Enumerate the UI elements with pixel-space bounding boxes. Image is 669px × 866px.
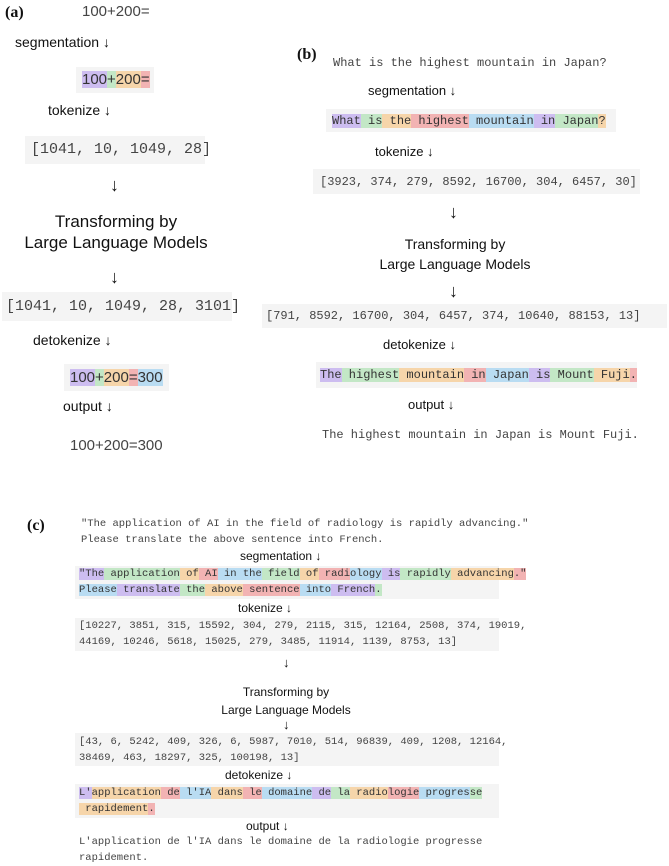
token-highlight: highest <box>411 114 469 128</box>
panel-b-detokenize-step: detokenize ↓ <box>383 337 456 352</box>
panel-a-output-step: output ↓ <box>63 398 113 414</box>
token-highlight: sentence <box>242 583 300 596</box>
token-highlight: rapidly <box>400 568 451 580</box>
token-highlight: radi <box>318 568 351 580</box>
panel-c-output <box>79 835 482 866</box>
detok-line1 <box>79 786 482 802</box>
panel-c-tokenize-step: tokenize ↓ <box>238 601 293 615</box>
token-highlight: . <box>629 368 637 382</box>
token-highlight: rapidement <box>79 802 149 815</box>
token-highlight: + <box>107 71 116 88</box>
token-highlight: Japan <box>485 368 529 382</box>
token-highlight: ? <box>598 114 606 128</box>
llm-line2: Large Language Models <box>24 233 208 252</box>
token-highlight: French <box>331 583 376 596</box>
token-highlight: What <box>332 114 361 128</box>
token-highlight: dans <box>211 787 243 799</box>
token-highlight: above <box>205 583 243 596</box>
token-highlight: = <box>140 71 150 88</box>
panel-c-output-ids <box>79 735 507 766</box>
token-highlight: AI <box>198 568 218 580</box>
panel-c-llm-label <box>186 683 386 719</box>
token-highlight: mountain <box>399 368 465 382</box>
arrow-down-icon: ↓ <box>449 281 458 301</box>
panel-c-segmented-tokens <box>79 567 526 598</box>
token-highlight: in <box>533 114 556 128</box>
segmented-line2 <box>79 583 526 599</box>
panel-b-output-step: output ↓ <box>408 397 455 412</box>
token-highlight: advancing <box>450 568 514 580</box>
token-highlight: the <box>179 583 206 596</box>
token-highlight: the <box>382 114 412 128</box>
token-highlight: progres <box>419 787 470 799</box>
token-highlight: l' <box>179 787 199 799</box>
token-highlight: of <box>179 568 199 580</box>
token-highlight: se <box>469 787 483 799</box>
token-highlight: translate <box>116 583 180 596</box>
token-highlight: Mount <box>550 368 594 382</box>
panel-b-detokenized-tokens <box>320 368 637 382</box>
output-line1: L'application de l'IA dans le domaine de la radiologie progresse <box>79 836 483 848</box>
panel-b-output: The highest mountain in Japan is Mount Fuji. <box>322 428 639 442</box>
token-highlight: field <box>261 568 300 580</box>
ids-line2: 44169, 10246, 5618, 15025, 279, 3485, 11914, 1139, 8753, 13] <box>79 635 458 648</box>
token-highlight: the <box>236 568 262 580</box>
input-line1: "The application of AI in the field of radiology is rapidly advancing." <box>81 518 529 530</box>
token-highlight: in <box>464 368 486 382</box>
token-highlight: application <box>104 568 180 580</box>
token-highlight: 100 <box>70 369 96 386</box>
token-highlight: Fuji <box>593 368 630 382</box>
out-ids-line2: 38469, 463, 18297, 325, 100198, 13] <box>79 751 300 764</box>
token-highlight: Please <box>79 583 117 596</box>
token-highlight: 100 <box>82 71 108 88</box>
token-highlight: = <box>128 369 138 386</box>
panel-b-segmentation-step: segmentation ↓ <box>368 83 457 98</box>
panel-a-detokenize-step: detokenize ↓ <box>33 332 112 348</box>
llm-line1: Transforming by <box>54 212 178 231</box>
panel-a-tokenize-step: tokenize ↓ <box>48 102 112 118</box>
token-highlight: of <box>299 568 319 580</box>
token-highlight: mountain <box>468 114 534 128</box>
token-highlight: . <box>148 802 155 815</box>
panel-c-input <box>81 516 528 548</box>
token-highlight: L' <box>79 787 92 799</box>
token-highlight: domaine <box>261 787 313 799</box>
out-ids-line1: [43, 6, 5242, 409, 326, 6, 5987, 7010, 514, 96839, 409, 1208, 12164, <box>79 736 508 748</box>
token-highlight: application <box>91 787 161 799</box>
panel-b-token-ids: [3923, 374, 279, 8592, 16700, 304, 6457, 30] <box>320 175 637 189</box>
panel-a-segmented-tokens <box>82 71 150 88</box>
arrow-down-icon: ↓ <box>283 717 290 732</box>
panel-b-label: (b) <box>297 46 317 63</box>
token-highlight: Japan <box>555 114 599 128</box>
token-highlight: IA <box>198 787 212 799</box>
token-highlight: le <box>242 787 262 799</box>
arrow-down-icon: ↓ <box>110 175 119 195</box>
token-highlight: 200 <box>115 71 141 88</box>
panel-c-output-step: output ↓ <box>246 819 289 833</box>
panel-b-input: What is the highest mountain in Japan? <box>333 56 607 70</box>
token-highlight: la <box>331 787 350 799</box>
llm-line1: Transforming by <box>404 236 506 252</box>
token-highlight: ." <box>513 568 527 580</box>
segmented-line1 <box>79 567 526 583</box>
panel-a-detokenized-tokens <box>70 369 163 386</box>
token-highlight: 200 <box>103 369 129 386</box>
llm-line1: Transforming by <box>242 685 330 699</box>
token-highlight: "The <box>79 568 105 580</box>
panel-c-detokenized-tokens <box>79 786 482 817</box>
panel-c-detokenize-step: detokenize ↓ <box>225 768 293 782</box>
panel-c-token-ids <box>79 619 526 650</box>
token-highlight: logie <box>387 787 420 799</box>
panel-b-segmented-tokens <box>332 114 606 128</box>
llm-line2: Large Language Models <box>221 703 351 717</box>
panel-a-token-ids: [1041, 10, 1049, 28] <box>31 141 212 158</box>
token-highlight: is <box>360 114 383 128</box>
token-highlight: ology <box>350 568 382 580</box>
panel-a-llm-label <box>0 211 232 253</box>
arrow-down-icon: ↓ <box>110 267 119 287</box>
token-highlight: de <box>160 787 180 799</box>
panel-b-output-ids: [791, 8592, 16700, 304, 6457, 374, 10640, 88153, 13] <box>266 309 641 323</box>
token-highlight: + <box>95 369 104 386</box>
panel-c-label: (c) <box>27 517 45 534</box>
token-highlight: highest <box>341 368 400 382</box>
panel-b-tokenize-step: tokenize ↓ <box>375 144 434 159</box>
panel-a-input: 100+200= <box>82 3 150 20</box>
token-highlight: in <box>217 568 237 580</box>
panel-a-label: (a) <box>5 4 24 21</box>
arrow-down-icon: ↓ <box>283 655 290 670</box>
token-highlight: de <box>312 787 332 799</box>
token-highlight: into <box>299 583 332 596</box>
panel-a-output: 100+200=300 <box>70 437 163 454</box>
output-line2: rapidement. <box>79 851 149 864</box>
arrow-down-icon: ↓ <box>449 202 458 222</box>
panel-b-llm-label <box>330 234 580 274</box>
llm-line2: Large Language Models <box>379 256 531 272</box>
input-line2: Please translate the above sentence into French. <box>81 534 384 546</box>
panel-c-segmentation-step: segmentation ↓ <box>240 549 322 563</box>
ids-line1: [10227, 3851, 315, 15592, 304, 279, 2115, 315, 12164, 2508, 374, 19019, <box>79 620 527 632</box>
panel-a-output-ids: [1041, 10, 1049, 28, 3101] <box>6 298 241 315</box>
token-highlight: radio <box>350 787 388 799</box>
panel-a-segmentation-step: segmentation ↓ <box>15 34 110 50</box>
token-highlight: 300 <box>137 369 163 386</box>
token-highlight: The <box>320 368 342 382</box>
token-highlight: is <box>381 568 401 580</box>
token-highlight: . <box>375 583 382 596</box>
detok-line2 <box>79 802 482 818</box>
token-highlight: is <box>528 368 551 382</box>
